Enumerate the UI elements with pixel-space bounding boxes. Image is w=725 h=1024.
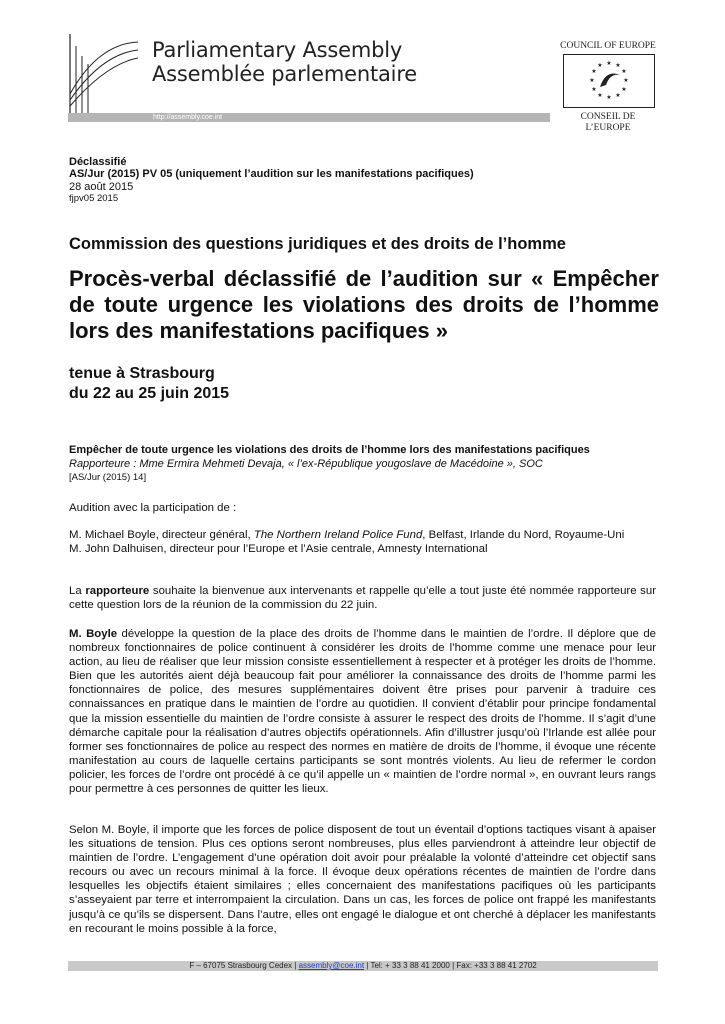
participant-1-org: The Northern Ireland Police Fund bbox=[253, 529, 423, 541]
coe-name-en: COUNCIL OF EUROPE bbox=[560, 41, 656, 51]
rapp-bold: rapporteure bbox=[85, 585, 150, 597]
venue bbox=[69, 364, 229, 404]
assembly-name-fr: Assemblée parlementaire bbox=[152, 62, 418, 86]
header-bar bbox=[68, 113, 550, 122]
document-reference: AS/Jur (2015) PV 05 (uniquement l’audition sur les manifestations pacifiques) bbox=[69, 168, 474, 181]
coe-name-fr: CONSEIL DE L’EUROPE bbox=[580, 112, 636, 133]
classification-status: Déclassifié bbox=[69, 156, 127, 168]
footer-address: F – 67075 Strasbourg Cedex | bbox=[189, 961, 299, 970]
boyle-text: développe la question de la place des droits de l’homme dans le maintien de l’ordre. Il déplore que de nombreux fonctionnaires de police continuent à considérer les droits de l’homme comme une menace pour leur action, au lieu de réaliser que leur mission consiste essentiellement à respecter et à protéger les droits de l’homme. Bien que les autorités aient déjà beaucoup fait pour améliorer la connaissance des droits de l’homme parmi les fonctionnaires de police, des mesures supplémentaires doivent être prises pour parvenir à traduire ces connaissances en pratique dans le maintien de l’ordre au quotidien. Il convient d’établir pour principe fondamental que la mission essentielle du maintien de l’ordre consiste à assurer le respect des droits de l’homme. Il s’agit d’une démarche capitale pour la réalisation d’autres objectifs opérationnels. Afin d’illustrer jusqu’où l’Irlande est allée pour former ses fonctionnaires de police au respect des normes en matière de droits de l’homme, il évoque une récente manifestation au cours de laquelle certains participants se sont montrés violents. Au lieu de refermer le cordon policier, les forces de l’ordre ont procédé à ce qu’il appelle un « maintien de l’ordre normal », en ouvrant leurs rangs pour permettre à ces personnes de quitter les lieux. bbox=[69, 628, 656, 796]
boyle-name: M. Boyle bbox=[69, 628, 118, 640]
footer bbox=[68, 960, 658, 972]
coe-stars-icon bbox=[564, 55, 654, 107]
footer-phone-fax: | Tel: + 33 3 88 41 2000 | Fax: +33 3 88 41 2702 bbox=[364, 961, 537, 970]
svg-text:★: ★ bbox=[615, 92, 621, 99]
participant-1 bbox=[69, 528, 656, 542]
assembly-name bbox=[152, 38, 417, 86]
council-of-europe-logo bbox=[563, 54, 655, 108]
svg-text:★: ★ bbox=[615, 62, 621, 69]
commission-name: Commission des questions juridiques et des droits de l’homme bbox=[69, 235, 566, 253]
participant-1-name: M. Michael Boyle, directeur général, bbox=[69, 529, 254, 541]
item-title: Empêcher de toute urgence les violations des droits de l’homme lors des manifestations pacifiques bbox=[69, 444, 590, 456]
audition-intro: Audition avec la participation de : bbox=[69, 502, 237, 514]
footer-email-link[interactable]: assembly@coe.int bbox=[298, 961, 365, 970]
selon-paragraph: Selon M. Boyle, il importe que les forces de police disposent de tout un éventail d’options tactiques visant à apaiser les situations de tension. Plus ces options seront nombreuses, plus elles parviendront à atteindre leur objectif de maintien de l’ordre. L’engagement d’une opération doit avoir pour préalable la volonté d’atteindre cet objectif sans recours ou avec un recours minimal à la force. Il évoque deux opérations récentes de maintien de l’ordre dans lesquelles les objectifs étaient similaires ; elles concernaient des manifestations pacifiques où les participants s’asseyaient par terre et interrompaient la circulation. Dans un cas, les forces de police ont frappé les manifestants jusqu’à ce qu’ils se dispersent. Dans l’autre, elles ont engagé le dialogue et ont cherché à déplacer les manifestants en recourant le moins possible à la force, bbox=[69, 824, 656, 935]
item-doc-ref: [AS/Jur (2015) 14] bbox=[69, 472, 147, 483]
item-rapporteur: Rapporteure : Mme Ermira Mehmeti Devaja, « l’ex-République yougoslave de Macédoine », SOC bbox=[69, 458, 543, 470]
participant-1-place: , Belfast, Irlande du Nord, Royaume-Uni bbox=[422, 529, 625, 541]
svg-text:★: ★ bbox=[597, 62, 603, 69]
svg-text:★: ★ bbox=[591, 86, 597, 93]
rapporteur-paragraph bbox=[69, 584, 656, 612]
svg-text:★: ★ bbox=[621, 86, 627, 93]
file-name: fjpv05 2015 bbox=[69, 193, 119, 205]
venue-dates: du 22 au 25 juin 2015 bbox=[69, 385, 230, 402]
svg-text:★: ★ bbox=[621, 68, 627, 75]
svg-text:★: ★ bbox=[606, 94, 612, 101]
assembly-url[interactable]: http://assembly.coe.int bbox=[153, 114, 223, 121]
svg-text:★: ★ bbox=[591, 68, 597, 75]
document-date: 28 août 2015 bbox=[69, 180, 134, 193]
boyle-paragraph bbox=[69, 627, 656, 796]
participants-list bbox=[69, 528, 656, 556]
svg-text:★: ★ bbox=[606, 60, 612, 67]
participant-2: M. John Dalhuisen, directeur pour l’Europe et l’Asie centrale, Amnesty International bbox=[69, 543, 488, 556]
rapp-pre: La bbox=[69, 585, 86, 597]
svg-text:★: ★ bbox=[623, 77, 629, 84]
page-title: Procès-verbal déclassifié de l’audition sur « Empêcher de toute urgence les violations des droits de l’homme lors des manifestations pacifiques » bbox=[69, 266, 659, 343]
document-meta bbox=[69, 156, 474, 206]
rapp-post: souhaite la bienvenue aux intervenants et rappelle qu’elle a tout juste été nommée rapporteure sur cette question lors de la réunion de la commission du 22 juin. bbox=[69, 585, 656, 612]
svg-text:★: ★ bbox=[589, 77, 595, 84]
parliamentary-assembly-logo bbox=[68, 34, 138, 114]
assembly-name-en: Parliamentary Assembly bbox=[152, 38, 403, 62]
svg-text:★: ★ bbox=[597, 92, 603, 99]
venue-place: tenue à Strasbourg bbox=[69, 365, 215, 382]
